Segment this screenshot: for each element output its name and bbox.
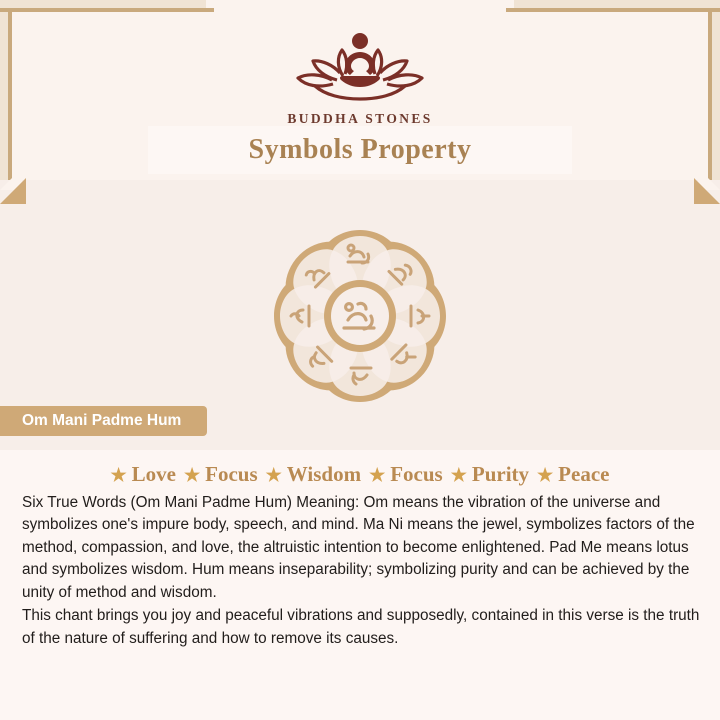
list-item xyxy=(263,462,364,487)
star-icon: ★ xyxy=(537,464,554,485)
frame-line-top-left xyxy=(0,8,214,12)
star-icon: ★ xyxy=(110,464,127,485)
star-icon: ★ xyxy=(265,464,282,485)
star-icon: ★ xyxy=(184,464,201,485)
list-item xyxy=(448,462,532,487)
virtues-list xyxy=(0,462,720,487)
frame-corner-fill-top-left xyxy=(0,0,206,8)
page-title xyxy=(148,126,572,174)
description-paragraph-1: Six True Words (Om Mani Padme Hum) Meaning: Om means the vibration of the universe and symbolizes one's impure body, speech, and mind. Ma Ni means the jewel, symbolizes factors of the method, compassion, and love, the altruistic intention to become enlightened. Pad Me means lotus and symbolizes wisdom. Hum means inseparability; symbolizing purity and can be achieved by the unity of method and wisdom. xyxy=(22,494,695,601)
frame-line-top-right xyxy=(506,8,720,12)
virtue-label: Focus xyxy=(205,462,258,486)
list-item xyxy=(366,462,446,487)
list-item xyxy=(534,462,612,487)
virtue-label: Peace xyxy=(558,462,610,486)
frame-corner-fill-top-right xyxy=(514,0,720,8)
description-paragraph-2: This chant brings you joy and peaceful vibrations and supposedly, contained in this verse is the truth of the nature of suffering and how to remove its causes. xyxy=(22,607,700,647)
lotus-meditation-figure-icon xyxy=(285,24,435,107)
virtue-label: Wisdom xyxy=(286,462,362,486)
brand-name: BUDDHA STONES xyxy=(287,111,433,126)
description-text xyxy=(22,492,702,650)
status-badge-label: Om Mani Padme Hum xyxy=(22,412,182,429)
virtue-label: Purity xyxy=(471,462,530,486)
page-title-text: Symbols Property xyxy=(248,134,472,165)
star-icon: ★ xyxy=(369,464,386,485)
brand-header xyxy=(0,24,720,127)
virtue-label: Love xyxy=(131,462,176,486)
list-item xyxy=(108,462,179,487)
virtue-label: Focus xyxy=(390,462,443,486)
list-item xyxy=(181,462,261,487)
star-icon: ★ xyxy=(450,464,467,485)
status-badge xyxy=(0,406,207,436)
